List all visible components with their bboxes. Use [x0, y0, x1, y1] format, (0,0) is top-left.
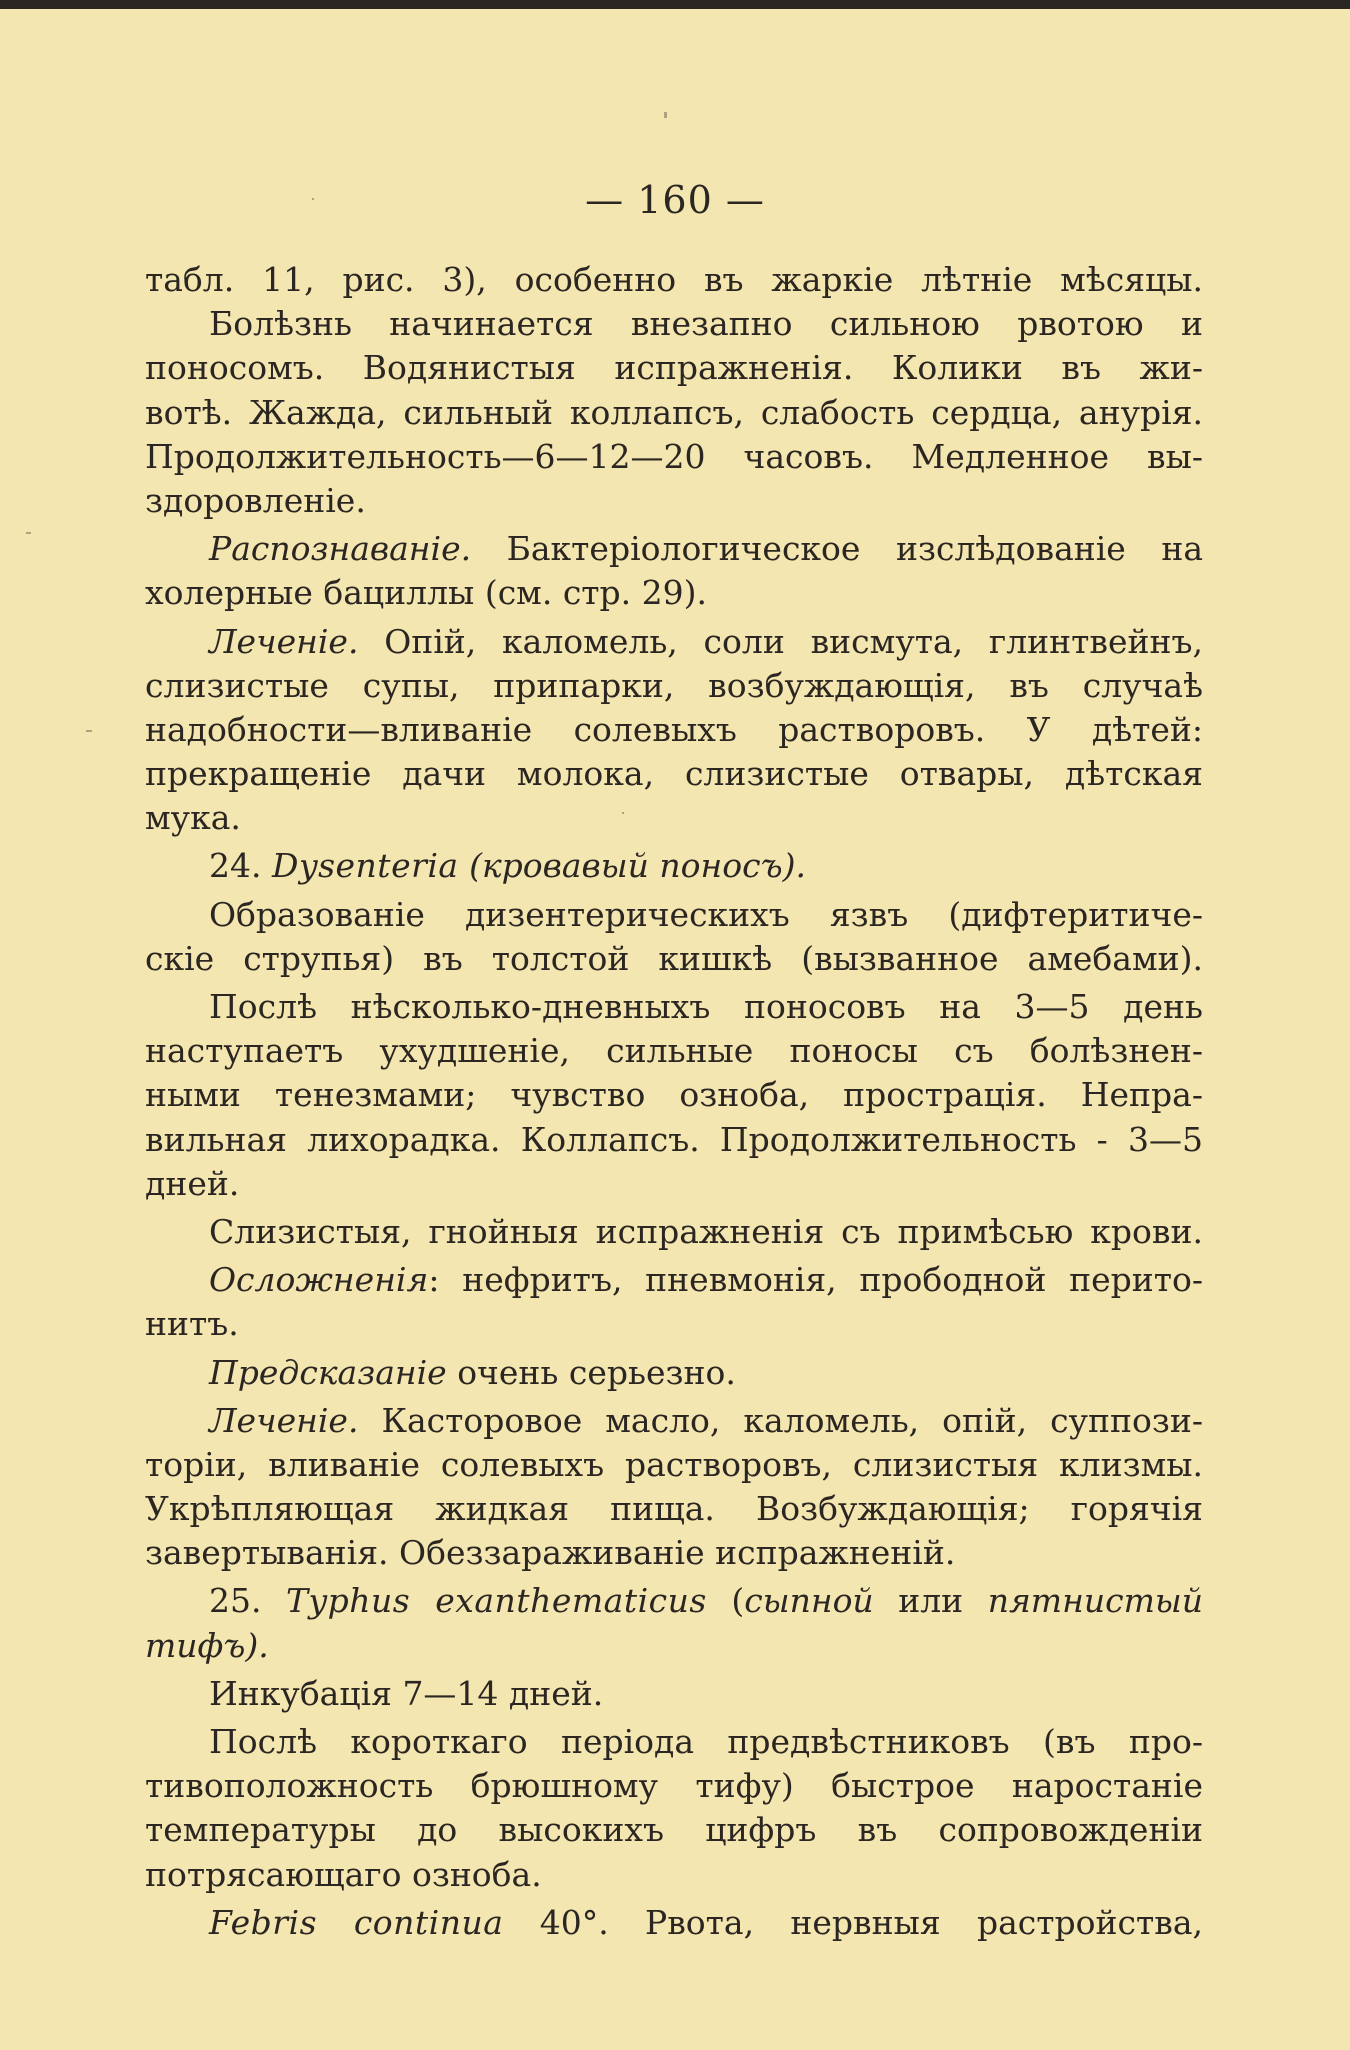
text-line: вотѣ. Жажда, сильный коллапсъ, слабость сердца, анурія.	[145, 392, 1203, 432]
section-heading-typhus: 25. Typhus exanthematicus (сыпной или пятнистый	[209, 1581, 1203, 1621]
text-line: мука.	[145, 798, 241, 838]
complications-paragraph: Осложненія: нефритъ, пневмонія, прободной перито-	[209, 1260, 1203, 1300]
text-line: дней.	[145, 1163, 240, 1203]
paper-speck	[664, 112, 667, 118]
page-number: — 160 —	[585, 178, 765, 222]
text-line: температуры до высокихъ цифръ въ сопровожденіи	[145, 1810, 1203, 1850]
text-line: ными тенезмами; чувство озноба, прострація. Непра-	[145, 1075, 1203, 1115]
page-body	[145, 258, 1203, 1945]
paper-speck	[26, 532, 31, 534]
section-label-treatment: Леченіе.	[209, 621, 359, 661]
text-line: прекращеніе дачи молока, слизистые отвары, дѣтская	[145, 754, 1203, 794]
text-line: Образованіе дизентерическихъ язвъ (дифтеритиче-	[209, 894, 1203, 934]
text-line: слизистые супы, припарки, возбуждающія, въ случаѣ	[145, 665, 1203, 705]
prognosis-paragraph: Предсказаніе очень серьезно.	[209, 1352, 736, 1392]
text-line: скіе струпья) въ толстой кишкѣ (вызванное амебами).	[145, 938, 1203, 978]
treatment-paragraph: Леченіе. Опій, каломель, соли висмута, глинтвейнъ,	[209, 621, 1203, 661]
text-line: Болѣзнь начинается внезапно сильною рвотою и	[209, 304, 1203, 344]
section-heading-dysenteria: 24. Dysenteria (кровавый поносъ).	[209, 846, 806, 886]
text-line: Послѣ нѣсколько-дневныхъ поносовъ на 3—5 день	[209, 987, 1203, 1026]
text-line: Укрѣпляющая жидкая пища. Возбуждающія; горячія	[145, 1489, 1203, 1529]
section-label-complications: Осложненія	[209, 1260, 429, 1300]
text-line: холерные бациллы (см. стр. 29).	[145, 573, 708, 613]
text-line: наступаетъ ухудшеніе, сильные поносы съ болѣзнен-	[145, 1031, 1203, 1071]
section-label-treatment: Леченіе.	[209, 1400, 359, 1440]
paper-speck	[312, 198, 314, 200]
diagnosis-paragraph: Распознаваніе. Бактеріологическое изслѣдованіе на	[209, 529, 1203, 569]
page-top-border	[0, 0, 1350, 9]
text-line: Послѣ короткаго періода предвѣстниковъ (въ про-	[209, 1722, 1203, 1761]
text-line: надобности—вливаніе солевыхъ растворовъ. У дѣтей:	[145, 709, 1203, 749]
text-line: Слизистыя, гнойныя испражненія съ примѣсью крови.	[209, 1211, 1203, 1251]
paper-speck	[86, 730, 92, 732]
latin-term: Typhus exanthematicus	[286, 1581, 707, 1621]
text-line: торіи, вливаніе солевыхъ растворовъ, слизистыя клизмы.	[145, 1444, 1203, 1484]
paper-speck	[622, 812, 624, 814]
treatment-paragraph: Леченіе. Касторовое масло, каломель, опій, суппози-	[209, 1400, 1203, 1440]
text-line: Инкубація 7—14 дней.	[209, 1673, 604, 1713]
text-line: здоровленіе.	[145, 480, 366, 520]
text-line: завертыванія. Обеззараживаніе испражненій.	[145, 1533, 956, 1573]
text-line: вильная лихорадка. Коллапсъ. Продолжительность - 3—5	[145, 1119, 1203, 1159]
text-line: тифъ).	[145, 1625, 269, 1665]
text-line: тивоположность брюшному тифу) быстрое наростаніе	[145, 1766, 1203, 1806]
text-line: табл. 11, рис. 3), особенно въ жаркіе лѣтніе мѣсяцы.	[145, 260, 1203, 299]
text-line: потрясающаго озноба.	[145, 1854, 542, 1894]
section-label-diagnosis: Распознаваніе.	[209, 529, 472, 569]
latin-term: Febris continua	[209, 1902, 504, 1942]
latin-term: Dysenteria	[271, 846, 459, 886]
text-line: нитъ.	[145, 1304, 239, 1344]
text-line: Продолжительность—6—12—20 часовъ. Медленное вы-	[145, 436, 1203, 476]
section-label-prognosis: Предсказаніе	[209, 1352, 447, 1392]
fever-paragraph: Febris continua 40°. Рвота, нервныя растройства,	[209, 1902, 1203, 1942]
text-line: поносомъ. Водянистыя испражненія. Колики въ жи-	[145, 348, 1203, 388]
